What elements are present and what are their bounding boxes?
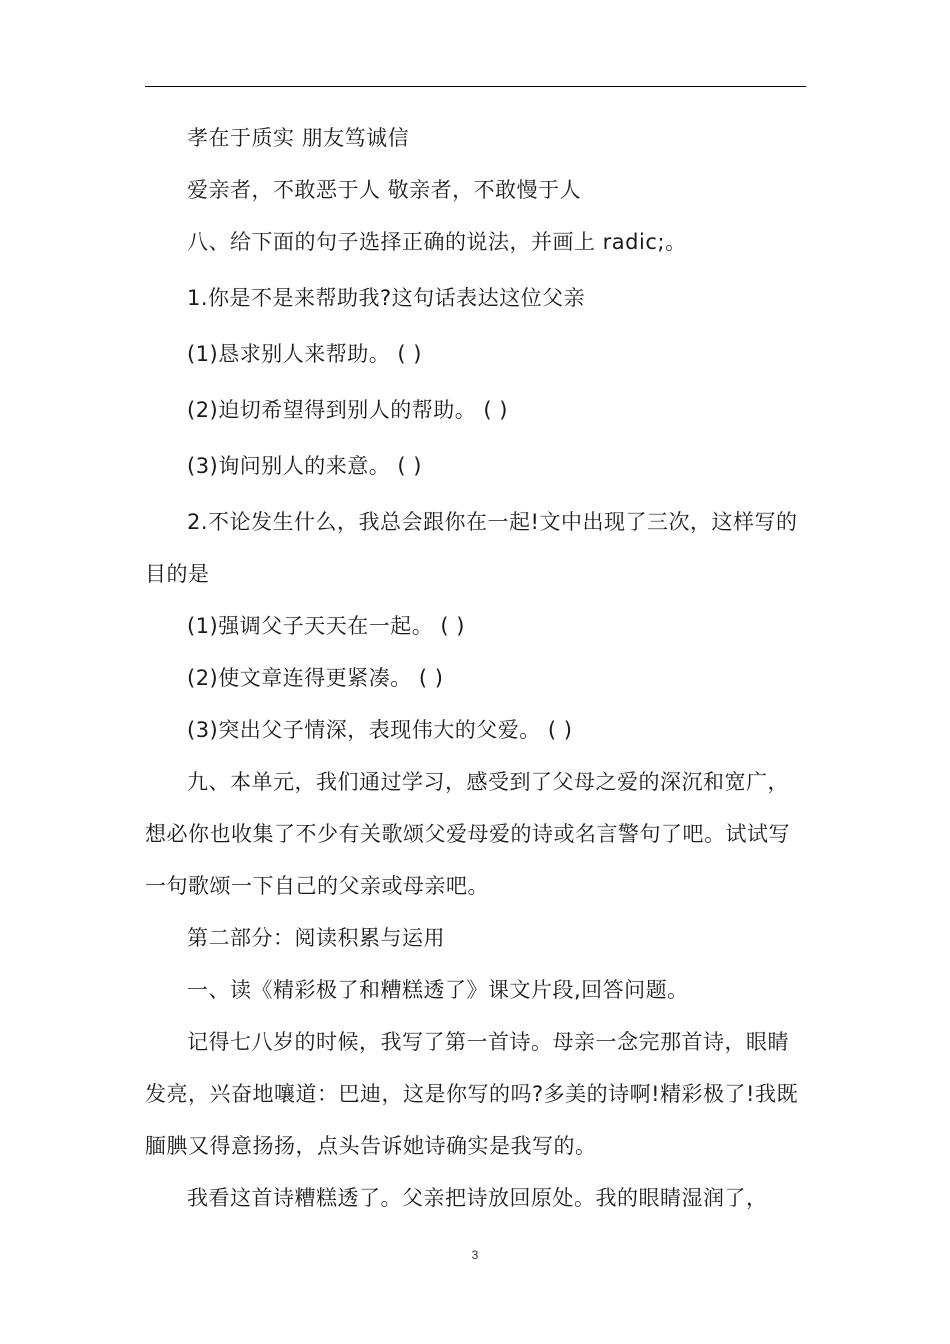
question-2: 2.不论发生什么，我总会跟你在一起!文中出现了三次，这样写的目的是 [145, 510, 798, 586]
paragraph: 我看这首诗糟糕透了。父亲把诗放回原处。我的眼睛湿润了， [187, 1186, 768, 1210]
option: (2)迫切希望得到别人的帮助。 ( ) [187, 398, 508, 422]
option: (1)恳求别人来帮助。 ( ) [187, 342, 422, 366]
page-number: 3 [471, 1248, 479, 1262]
paragraph: 一、读《精彩极了和糟糕透了》课文片段,回答问题。 [187, 978, 689, 1002]
header-rule [145, 86, 806, 87]
document-body [145, 112, 806, 1224]
paragraph: 九、本单元，我们通过学习，感受到了父母之爱的深沉和宽广，想必你也收集了不少有关歌颂父爱母爱的诗或名言警句了吧。试试写一句歌颂一下自己的父亲或母亲吧。 [145, 770, 790, 898]
paragraph: 孝在于质实 朋友笃诚信 [187, 126, 410, 150]
option: (3)突出父子情深，表现伟大的父爱。 ( ) [187, 718, 573, 742]
paragraph: 爱亲者，不敢恶于人 敬亲者，不敢慢于人 [187, 178, 582, 202]
paragraph: 八、给下面的句子选择正确的说法，并画上 radic;。 [187, 230, 687, 254]
paragraph: 记得七八岁的时候，我写了第一首诗。母亲一念完那首诗，眼睛发亮，兴奋地嚷道：巴迪，这是你写的吗?多美的诗啊!精彩极了!我既腼腆又得意扬扬，点头告诉她诗确实是我写的。 [145, 1030, 798, 1158]
question-1: 1.你是不是来帮助我?这句话表达这位父亲 [187, 286, 586, 310]
section-heading: 第二部分：阅读积累与运用 [187, 926, 445, 950]
option: (1)强调父子天天在一起。 ( ) [187, 614, 465, 638]
option: (3)询问别人的来意。 ( ) [187, 454, 422, 478]
option: (2)使文章连得更紧凑。 ( ) [187, 666, 444, 690]
